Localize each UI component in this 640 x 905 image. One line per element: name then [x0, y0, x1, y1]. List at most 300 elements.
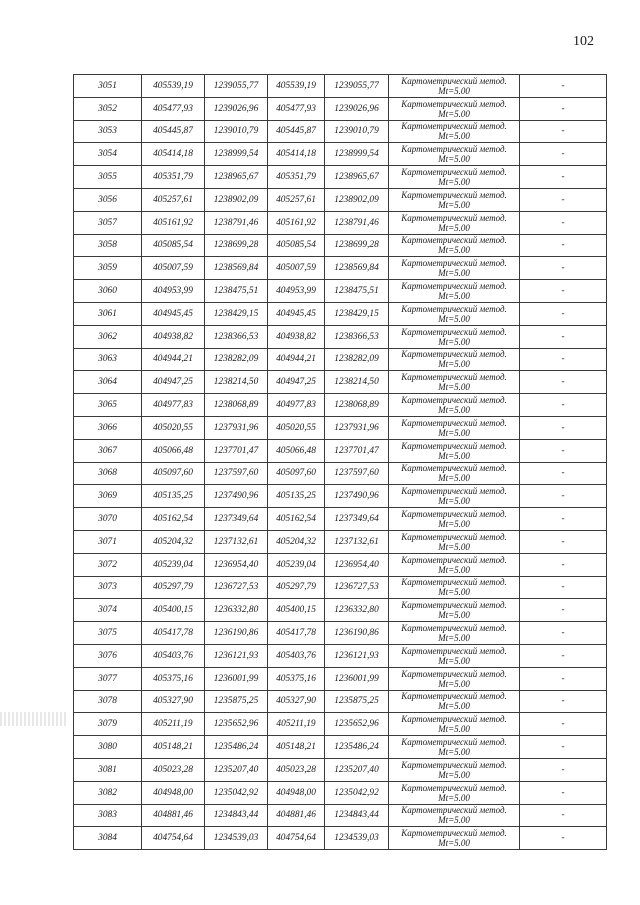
table-row	[74, 97, 607, 120]
table-row	[74, 713, 607, 736]
point-number-cell: 3062	[74, 325, 142, 348]
x-coordinate-repeat-cell: 405477,93	[268, 97, 325, 120]
x-coordinate-cell: 404953,99	[142, 280, 205, 303]
x-coordinate-repeat-cell: 405097,60	[268, 462, 325, 485]
y-coordinate-repeat-cell: 1234539,03	[325, 827, 389, 850]
method-cell	[389, 530, 520, 553]
y-coordinate-repeat-cell: 1235042,92	[325, 781, 389, 804]
method-cell	[389, 827, 520, 850]
method-accuracy: Mt=5.00	[438, 199, 470, 210]
x-coordinate-cell: 405097,60	[142, 462, 205, 485]
point-number-cell: 3068	[74, 462, 142, 485]
table-row	[74, 325, 607, 348]
x-coordinate-cell: 405400,15	[142, 599, 205, 622]
table-row	[74, 120, 607, 143]
table-row	[74, 280, 607, 303]
x-coordinate-repeat-cell: 405414,18	[268, 143, 325, 166]
note-cell: -	[520, 394, 607, 417]
x-coordinate-repeat-cell: 405007,59	[268, 257, 325, 280]
x-coordinate-cell: 405211,19	[142, 713, 205, 736]
x-coordinate-cell: 405085,54	[142, 234, 205, 257]
x-coordinate-repeat-cell: 405162,54	[268, 508, 325, 531]
point-number-cell: 3080	[74, 736, 142, 759]
y-coordinate-cell: 1236001,99	[205, 667, 268, 690]
method-cell	[389, 736, 520, 759]
y-coordinate-cell: 1238214,50	[205, 371, 268, 394]
method-name: Картометрический метод.	[401, 645, 507, 656]
method-cell	[389, 120, 520, 143]
table-row	[74, 576, 607, 599]
note-cell: -	[520, 758, 607, 781]
point-number-cell: 3061	[74, 302, 142, 325]
x-coordinate-cell: 405403,76	[142, 644, 205, 667]
table-row	[74, 667, 607, 690]
note-cell: -	[520, 348, 607, 371]
note-cell: -	[520, 462, 607, 485]
note-cell: -	[520, 713, 607, 736]
method-accuracy: Mt=5.00	[438, 792, 470, 803]
x-coordinate-cell: 404977,83	[142, 394, 205, 417]
note-cell: -	[520, 97, 607, 120]
x-coordinate-repeat-cell: 405023,28	[268, 758, 325, 781]
note-cell: -	[520, 75, 607, 98]
x-coordinate-cell: 404944,21	[142, 348, 205, 371]
point-number-cell: 3074	[74, 599, 142, 622]
method-name: Картометрический метод.	[401, 828, 507, 839]
x-coordinate-repeat-cell: 405204,32	[268, 530, 325, 553]
method-name: Картометрический метод.	[401, 212, 507, 223]
x-coordinate-cell: 405135,25	[142, 485, 205, 508]
y-coordinate-cell: 1238475,51	[205, 280, 268, 303]
method-name: Картометрический метод.	[401, 805, 507, 816]
y-coordinate-cell: 1237597,60	[205, 462, 268, 485]
table-row	[74, 166, 607, 189]
method-accuracy: Mt=5.00	[438, 473, 470, 484]
y-coordinate-repeat-cell: 1238791,46	[325, 211, 389, 234]
method-cell	[389, 166, 520, 189]
point-number-cell: 3078	[74, 690, 142, 713]
y-coordinate-cell: 1234843,44	[205, 804, 268, 827]
x-coordinate-repeat-cell: 405327,90	[268, 690, 325, 713]
method-accuracy: Mt=5.00	[438, 154, 470, 165]
method-cell	[389, 667, 520, 690]
y-coordinate-cell: 1236121,93	[205, 644, 268, 667]
table-row	[74, 827, 607, 850]
y-coordinate-repeat-cell: 1236954,40	[325, 553, 389, 576]
method-accuracy: Mt=5.00	[438, 564, 470, 575]
table-row	[74, 553, 607, 576]
point-number-cell: 3059	[74, 257, 142, 280]
method-name: Картометрический метод.	[401, 121, 507, 132]
x-coordinate-cell: 405007,59	[142, 257, 205, 280]
table-row	[74, 211, 607, 234]
note-cell: -	[520, 120, 607, 143]
x-coordinate-repeat-cell: 405403,76	[268, 644, 325, 667]
method-cell	[389, 325, 520, 348]
table-row	[74, 599, 607, 622]
note-cell: -	[520, 804, 607, 827]
method-accuracy: Mt=5.00	[438, 655, 470, 666]
x-coordinate-repeat-cell: 404953,99	[268, 280, 325, 303]
x-coordinate-cell: 405417,78	[142, 622, 205, 645]
x-coordinate-repeat-cell: 404947,25	[268, 371, 325, 394]
method-name: Картометрический метод.	[401, 668, 507, 679]
method-name: Картометрический метод.	[401, 714, 507, 725]
point-number-cell: 3081	[74, 758, 142, 781]
note-cell: -	[520, 485, 607, 508]
y-coordinate-cell: 1235875,25	[205, 690, 268, 713]
table-row	[74, 371, 607, 394]
x-coordinate-cell: 405257,61	[142, 188, 205, 211]
method-name: Картометрический метод.	[401, 349, 507, 360]
y-coordinate-repeat-cell: 1238569,84	[325, 257, 389, 280]
point-number-cell: 3082	[74, 781, 142, 804]
method-name: Картометрический метод.	[401, 600, 507, 611]
method-name: Картометрический метод.	[401, 75, 507, 86]
point-number-cell: 3051	[74, 75, 142, 98]
x-coordinate-cell: 405351,79	[142, 166, 205, 189]
method-name: Картометрический метод.	[401, 395, 507, 406]
x-coordinate-cell: 405539,19	[142, 75, 205, 98]
method-name: Картометрический метод.	[401, 531, 507, 542]
method-name: Картометрический метод.	[401, 235, 507, 246]
method-accuracy: Mt=5.00	[438, 519, 470, 530]
note-cell: -	[520, 302, 607, 325]
note-cell: -	[520, 188, 607, 211]
x-coordinate-repeat-cell: 405148,21	[268, 736, 325, 759]
note-cell: -	[520, 166, 607, 189]
y-coordinate-cell: 1238999,54	[205, 143, 268, 166]
method-name: Картометрический метод.	[401, 463, 507, 474]
coordinates-table-body	[74, 75, 607, 850]
y-coordinate-repeat-cell: 1238214,50	[325, 371, 389, 394]
method-accuracy: Mt=5.00	[438, 633, 470, 644]
table-row	[74, 143, 607, 166]
table-row	[74, 462, 607, 485]
method-cell	[389, 462, 520, 485]
note-cell: -	[520, 211, 607, 234]
point-number-cell: 3084	[74, 827, 142, 850]
method-cell	[389, 781, 520, 804]
method-accuracy: Mt=5.00	[438, 405, 470, 416]
y-coordinate-repeat-cell: 1236001,99	[325, 667, 389, 690]
y-coordinate-repeat-cell: 1238366,53	[325, 325, 389, 348]
table-row	[74, 394, 607, 417]
coordinates-table	[73, 74, 607, 850]
y-coordinate-cell: 1238366,53	[205, 325, 268, 348]
method-cell	[389, 485, 520, 508]
method-cell	[389, 622, 520, 645]
method-cell	[389, 599, 520, 622]
table-row	[74, 736, 607, 759]
y-coordinate-repeat-cell: 1238965,67	[325, 166, 389, 189]
point-number-cell: 3052	[74, 97, 142, 120]
point-number-cell: 3077	[74, 667, 142, 690]
method-accuracy: Mt=5.00	[438, 131, 470, 142]
method-cell	[389, 75, 520, 98]
note-cell: -	[520, 690, 607, 713]
y-coordinate-repeat-cell: 1236727,53	[325, 576, 389, 599]
note-cell: -	[520, 439, 607, 462]
note-cell: -	[520, 234, 607, 257]
method-cell	[389, 439, 520, 462]
method-name: Картометрический метод.	[401, 623, 507, 634]
method-name: Картометрический метод.	[401, 486, 507, 497]
method-accuracy: Mt=5.00	[438, 678, 470, 689]
x-coordinate-cell: 405066,48	[142, 439, 205, 462]
note-cell: -	[520, 553, 607, 576]
point-number-cell: 3054	[74, 143, 142, 166]
x-coordinate-repeat-cell: 405161,92	[268, 211, 325, 234]
x-coordinate-repeat-cell: 405257,61	[268, 188, 325, 211]
page-number: 102	[573, 34, 594, 49]
note-cell: -	[520, 325, 607, 348]
x-coordinate-repeat-cell: 404948,00	[268, 781, 325, 804]
method-accuracy: Mt=5.00	[438, 313, 470, 324]
y-coordinate-cell: 1238569,84	[205, 257, 268, 280]
method-name: Картометрический метод.	[401, 98, 507, 109]
table-row	[74, 781, 607, 804]
method-accuracy: Mt=5.00	[438, 610, 470, 621]
point-number-cell: 3064	[74, 371, 142, 394]
method-cell	[389, 371, 520, 394]
y-coordinate-cell: 1237132,61	[205, 530, 268, 553]
method-accuracy: Mt=5.00	[438, 245, 470, 256]
x-coordinate-repeat-cell: 405400,15	[268, 599, 325, 622]
y-coordinate-cell: 1235042,92	[205, 781, 268, 804]
y-coordinate-cell: 1238282,09	[205, 348, 268, 371]
y-coordinate-cell: 1238902,09	[205, 188, 268, 211]
method-cell	[389, 97, 520, 120]
method-accuracy: Mt=5.00	[438, 222, 470, 233]
point-number-cell: 3079	[74, 713, 142, 736]
x-coordinate-repeat-cell: 405085,54	[268, 234, 325, 257]
method-accuracy: Mt=5.00	[438, 382, 470, 393]
y-coordinate-cell: 1235652,96	[205, 713, 268, 736]
method-accuracy: Mt=5.00	[438, 450, 470, 461]
note-cell: -	[520, 667, 607, 690]
y-coordinate-repeat-cell: 1235207,40	[325, 758, 389, 781]
y-coordinate-repeat-cell: 1238068,89	[325, 394, 389, 417]
point-number-cell: 3065	[74, 394, 142, 417]
method-name: Картометрический метод.	[401, 782, 507, 793]
x-coordinate-cell: 404754,64	[142, 827, 205, 850]
table-row	[74, 758, 607, 781]
x-coordinate-repeat-cell: 404754,64	[268, 827, 325, 850]
method-name: Картометрический метод.	[401, 737, 507, 747]
y-coordinate-cell: 1236332,80	[205, 599, 268, 622]
method-name: Картометрический метод.	[401, 258, 507, 269]
method-name: Картометрический метод.	[401, 281, 507, 292]
method-cell	[389, 508, 520, 531]
method-cell	[389, 280, 520, 303]
table-row	[74, 416, 607, 439]
x-coordinate-repeat-cell: 404944,21	[268, 348, 325, 371]
note-cell: -	[520, 576, 607, 599]
x-coordinate-repeat-cell: 405445,87	[268, 120, 325, 143]
y-coordinate-repeat-cell: 1237490,96	[325, 485, 389, 508]
method-accuracy: Mt=5.00	[438, 359, 470, 370]
point-number-cell: 3072	[74, 553, 142, 576]
method-accuracy: Mt=5.00	[438, 427, 470, 438]
method-cell	[389, 348, 520, 371]
method-name: Картометрический метод.	[401, 554, 507, 565]
x-coordinate-repeat-cell: 404977,83	[268, 394, 325, 417]
y-coordinate-cell: 1235207,40	[205, 758, 268, 781]
y-coordinate-cell: 1238699,28	[205, 234, 268, 257]
point-number-cell: 3063	[74, 348, 142, 371]
table-row	[74, 75, 607, 98]
x-coordinate-repeat-cell: 405375,16	[268, 667, 325, 690]
x-coordinate-cell: 404945,45	[142, 302, 205, 325]
method-cell	[389, 644, 520, 667]
x-coordinate-cell: 405204,32	[142, 530, 205, 553]
x-coordinate-cell: 405477,93	[142, 97, 205, 120]
y-coordinate-repeat-cell: 1239055,77	[325, 75, 389, 98]
x-coordinate-repeat-cell: 405539,19	[268, 75, 325, 98]
point-number-cell: 3075	[74, 622, 142, 645]
y-coordinate-repeat-cell: 1238475,51	[325, 280, 389, 303]
method-cell	[389, 188, 520, 211]
y-coordinate-repeat-cell: 1236121,93	[325, 644, 389, 667]
method-cell	[389, 211, 520, 234]
note-cell: -	[520, 827, 607, 850]
table-row	[74, 257, 607, 280]
note-cell: -	[520, 143, 607, 166]
x-coordinate-repeat-cell: 405297,79	[268, 576, 325, 599]
y-coordinate-repeat-cell: 1237132,61	[325, 530, 389, 553]
point-number-cell: 3073	[74, 576, 142, 599]
table-row	[74, 804, 607, 827]
note-cell: -	[520, 280, 607, 303]
y-coordinate-repeat-cell: 1239010,79	[325, 120, 389, 143]
x-coordinate-cell: 405020,55	[142, 416, 205, 439]
note-cell: -	[520, 644, 607, 667]
y-coordinate-repeat-cell: 1238282,09	[325, 348, 389, 371]
x-coordinate-cell: 404938,82	[142, 325, 205, 348]
x-coordinate-cell: 405023,28	[142, 758, 205, 781]
x-coordinate-repeat-cell: 404881,46	[268, 804, 325, 827]
method-cell	[389, 394, 520, 417]
method-cell	[389, 713, 520, 736]
x-coordinate-cell: 405445,87	[142, 120, 205, 143]
method-cell	[389, 302, 520, 325]
x-coordinate-cell: 404881,46	[142, 804, 205, 827]
method-name: Картометрический метод.	[401, 577, 507, 588]
note-cell: -	[520, 508, 607, 531]
note-cell: -	[520, 781, 607, 804]
point-number-cell: 3057	[74, 211, 142, 234]
y-coordinate-repeat-cell: 1238999,54	[325, 143, 389, 166]
table-row	[74, 644, 607, 667]
y-coordinate-repeat-cell: 1234843,44	[325, 804, 389, 827]
y-coordinate-repeat-cell: 1236190,86	[325, 622, 389, 645]
method-name: Картометрический метод.	[401, 509, 507, 520]
method-accuracy: Mt=5.00	[438, 587, 470, 598]
x-coordinate-cell: 405162,54	[142, 508, 205, 531]
point-number-cell: 3058	[74, 234, 142, 257]
y-coordinate-repeat-cell: 1237349,64	[325, 508, 389, 531]
x-coordinate-repeat-cell: 405020,55	[268, 416, 325, 439]
y-coordinate-repeat-cell: 1235875,25	[325, 690, 389, 713]
x-coordinate-cell: 405327,90	[142, 690, 205, 713]
x-coordinate-repeat-cell: 405417,78	[268, 622, 325, 645]
method-name: Картометрический метод.	[401, 417, 507, 428]
method-name: Картометрический метод.	[401, 372, 507, 383]
x-coordinate-cell: 405161,92	[142, 211, 205, 234]
y-coordinate-cell: 1236954,40	[205, 553, 268, 576]
method-name: Картометрический метод.	[401, 759, 507, 770]
x-coordinate-cell: 405375,16	[142, 667, 205, 690]
y-coordinate-cell: 1237931,96	[205, 416, 268, 439]
y-coordinate-cell: 1238429,15	[205, 302, 268, 325]
y-coordinate-repeat-cell: 1238429,15	[325, 302, 389, 325]
y-coordinate-cell: 1237490,96	[205, 485, 268, 508]
method-cell	[389, 690, 520, 713]
scan-artifact	[0, 712, 68, 726]
point-number-cell: 3070	[74, 508, 142, 531]
point-number-cell: 3069	[74, 485, 142, 508]
y-coordinate-cell: 1238965,67	[205, 166, 268, 189]
method-name: Картометрический метод.	[401, 144, 507, 155]
x-coordinate-cell: 405297,79	[142, 576, 205, 599]
table-row	[74, 302, 607, 325]
table-row	[74, 188, 607, 211]
y-coordinate-repeat-cell: 1236332,80	[325, 599, 389, 622]
y-coordinate-repeat-cell: 1237597,60	[325, 462, 389, 485]
y-coordinate-cell: 1234539,03	[205, 827, 268, 850]
method-accuracy: Mt=5.00	[438, 108, 470, 119]
table-row	[74, 485, 607, 508]
note-cell: -	[520, 736, 607, 759]
x-coordinate-repeat-cell: 405135,25	[268, 485, 325, 508]
table-row	[74, 508, 607, 531]
point-number-cell: 3076	[74, 644, 142, 667]
x-coordinate-repeat-cell: 405211,19	[268, 713, 325, 736]
table-row	[74, 622, 607, 645]
method-accuracy: Mt=5.00	[438, 177, 470, 188]
note-cell: -	[520, 371, 607, 394]
x-coordinate-repeat-cell: 404938,82	[268, 325, 325, 348]
method-cell	[389, 553, 520, 576]
method-name: Картометрический метод.	[401, 167, 507, 178]
method-accuracy: Mt=5.00	[438, 769, 470, 780]
note-cell: -	[520, 599, 607, 622]
y-coordinate-cell: 1237349,64	[205, 508, 268, 531]
table-row	[74, 439, 607, 462]
y-coordinate-cell: 1239026,96	[205, 97, 268, 120]
y-coordinate-repeat-cell: 1238699,28	[325, 234, 389, 257]
y-coordinate-cell: 1236190,86	[205, 622, 268, 645]
method-cell	[389, 234, 520, 257]
point-number-cell: 3071	[74, 530, 142, 553]
method-cell	[389, 758, 520, 781]
method-cell	[389, 143, 520, 166]
method-name: Картометрический метод.	[401, 440, 507, 451]
note-cell: -	[520, 622, 607, 645]
x-coordinate-cell: 404948,00	[142, 781, 205, 804]
method-accuracy: Mt=5.00	[438, 291, 470, 302]
method-accuracy: Mt=5.00	[438, 336, 470, 347]
method-name: Картометрический метод.	[401, 303, 507, 314]
table-row	[74, 530, 607, 553]
method-accuracy: Mt=5.00	[438, 268, 470, 279]
x-coordinate-cell: 405239,04	[142, 553, 205, 576]
note-cell: -	[520, 530, 607, 553]
method-cell	[389, 416, 520, 439]
method-accuracy: Mt=5.00	[438, 496, 470, 507]
point-number-cell: 3067	[74, 439, 142, 462]
